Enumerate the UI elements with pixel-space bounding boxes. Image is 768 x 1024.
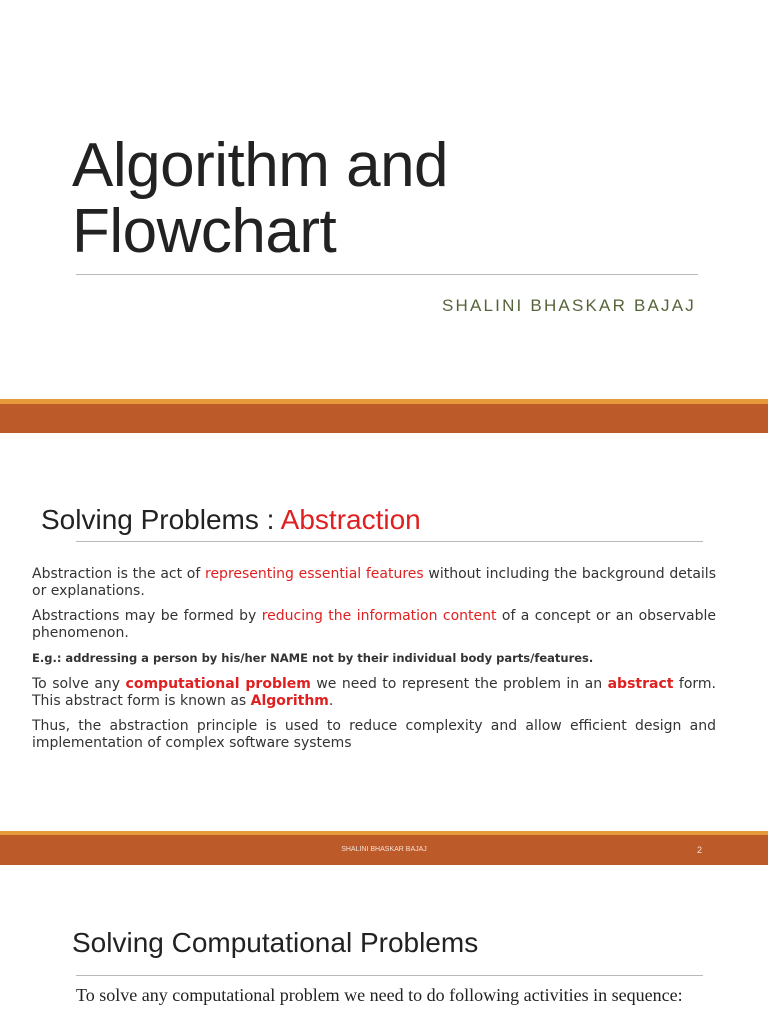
title-slide [0,0,768,402]
slide-footer [0,835,768,865]
slide-title-line-2: Flowchart [72,197,337,266]
paragraph-conclusion: Thus, the abstraction principle is used to reduce complexity and allow efficient design and implementation of complex software systems [32,718,716,751]
highlight-text: computational problem [125,676,311,692]
highlight-text: reducing the information content [261,608,497,624]
highlight-text: Algorithm [250,693,329,709]
computational-problems-slide [0,865,768,1024]
heading-divider [76,541,703,542]
slide-heading-accent: Abstraction [280,504,421,535]
footer-author: SHALINI BHASKAR BAJAJ [341,846,427,853]
slide-heading-prefix: Solving Problems : [41,504,281,535]
abstraction-slide [0,433,768,833]
text-run: To solve any [32,676,126,692]
text-run: of a concept or an observable phenomenon. [32,608,716,641]
slide-title [72,133,712,265]
text-run: form. This abstract form is known as [32,676,716,709]
paragraph-example: E.g.: addressing a person by his/her NAME not by their individual body parts/features. [32,651,594,665]
text-run: . [328,693,334,709]
paragraph-formation [32,608,716,642]
slide-heading: Solving Computational Problems [72,927,479,958]
slide-separator [0,404,768,433]
slide-body [32,566,716,760]
highlight-text: representing essential features [205,566,424,582]
page-number: 2 [697,845,703,855]
slide-title-line-1: Algorithm and [72,131,449,200]
highlight-text: abstract [607,676,674,692]
text-run: we need to represent the problem in an [310,676,608,692]
paragraph-algorithm [32,676,716,710]
heading-divider [76,975,703,976]
slide-body-text: To solve any computational problem we need to do following activities in sequence: [76,985,683,1005]
text-run: Abstractions may be formed by [32,608,262,624]
author-name: SHALINI BHASKAR BAJAJ [441,296,696,315]
slide-heading [41,504,421,536]
paragraph-definition [32,566,716,600]
title-divider [76,274,698,275]
text-run: without including the background details or explanations. [32,566,716,599]
text-run: Abstraction is the act of [32,566,205,582]
